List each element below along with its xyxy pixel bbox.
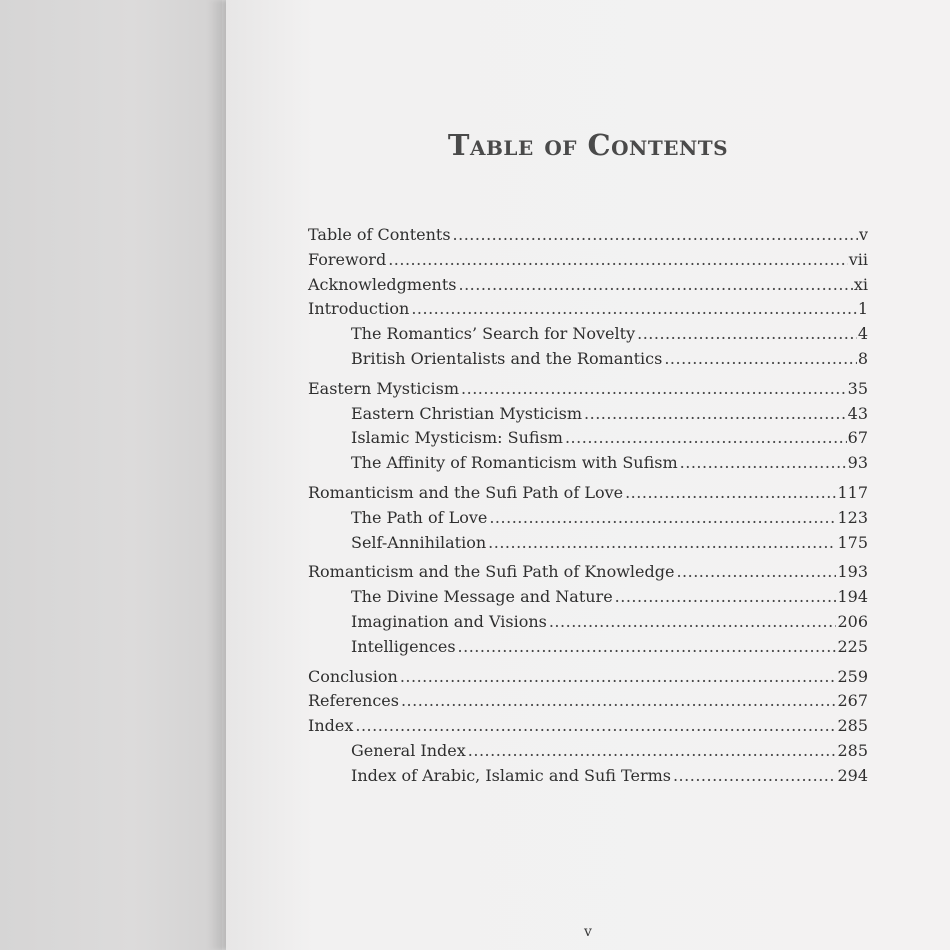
- toc-entry-label: Introduction: [308, 299, 410, 319]
- toc-entry-page: 285: [837, 740, 868, 760]
- toc-subentry: [308, 637, 868, 662]
- toc-subentry: [308, 453, 868, 478]
- toc-entry-page: 193: [837, 562, 868, 582]
- toc-entry-page: 123: [837, 507, 868, 527]
- dot-leader: [388, 250, 848, 269]
- toc-entry-page: 175: [837, 532, 868, 552]
- toc-entry-page: 294: [837, 765, 868, 785]
- toc-entry-label: Romanticism and the Sufi Path of Love: [308, 482, 624, 502]
- toc-entry-label: Self-Annihilation: [351, 532, 487, 552]
- dot-leader: [355, 716, 836, 735]
- toc-entry-label: Romanticism and the Sufi Path of Knowledge: [308, 562, 675, 582]
- toc-subentry: [308, 404, 868, 429]
- dot-leader: [664, 349, 856, 368]
- toc-entry: [308, 691, 868, 716]
- dot-leader: [468, 741, 837, 760]
- dot-leader: [459, 275, 853, 294]
- toc-entry: [308, 225, 868, 250]
- toc-entry-label: The Path of Love: [351, 507, 488, 527]
- toc-subentry: [308, 508, 868, 533]
- toc-subentry: [308, 741, 868, 766]
- toc-entry-label: The Romantics’ Search for Novelty: [351, 324, 636, 344]
- dot-leader: [637, 324, 857, 343]
- toc-entry-label: Acknowledgments: [308, 274, 457, 294]
- right-page: [226, 0, 950, 950]
- page-title: Table of Contents: [447, 128, 729, 162]
- toc-entry-label: Conclusion: [308, 666, 398, 686]
- toc-subentry: [308, 766, 868, 791]
- toc-entry-page: 117: [837, 482, 868, 502]
- toc-entry-label: Index of Arabic, Islamic and Sufi Terms: [351, 765, 671, 785]
- dot-leader: [461, 379, 847, 398]
- toc-entry-label: Foreword: [308, 249, 387, 269]
- toc-entry-page: vii: [848, 249, 868, 269]
- toc-entry-page: 206: [837, 611, 868, 631]
- toc-entry-page: 67: [847, 428, 868, 448]
- toc-entry-page: 4: [857, 324, 868, 344]
- dot-leader: [453, 225, 858, 244]
- toc-entry: [308, 379, 868, 404]
- toc-entry-label: Islamic Mysticism: Sufism: [351, 428, 563, 448]
- dot-leader: [584, 404, 847, 423]
- toc-entry-label: The Divine Message and Nature: [351, 587, 613, 607]
- dot-leader: [458, 637, 837, 656]
- toc-subentry: [308, 349, 868, 374]
- toc-entry-label: Imagination and Visions: [351, 611, 547, 631]
- toc-subentry: [308, 587, 868, 612]
- toc-entry-page: 35: [847, 378, 868, 398]
- left-page: [0, 0, 222, 950]
- toc-entry-label: Intelligences: [351, 636, 456, 656]
- toc-entry: [308, 562, 868, 587]
- dot-leader: [411, 299, 856, 318]
- toc-entry-page: 43: [847, 403, 868, 423]
- toc-entry: [308, 716, 868, 741]
- dot-leader: [673, 766, 836, 785]
- toc-entry-label: General Index: [351, 740, 466, 760]
- toc-subentry: [308, 612, 868, 637]
- toc-entry-label: Eastern Christian Mysticism: [351, 403, 583, 423]
- toc-entry-page: 259: [837, 666, 868, 686]
- toc-entry-label: The Affinity of Romanticism with Sufism: [351, 453, 678, 473]
- dot-leader: [400, 667, 837, 686]
- toc-entry-page: 8: [857, 348, 868, 368]
- dot-leader: [680, 453, 847, 472]
- toc-entry: [308, 483, 868, 508]
- toc-list: [308, 225, 868, 791]
- dot-leader: [401, 691, 836, 710]
- dot-leader: [489, 508, 836, 527]
- dot-leader: [549, 612, 837, 631]
- toc-entry: [308, 299, 868, 324]
- toc-entry: [308, 275, 868, 300]
- toc-entry-label: British Orientalists and the Romantics: [351, 348, 663, 368]
- toc-entry-page: v: [858, 225, 868, 244]
- toc-entry-page: 225: [837, 636, 868, 656]
- dot-leader: [615, 587, 837, 606]
- dot-leader: [565, 428, 847, 447]
- toc-entry: [308, 250, 868, 275]
- toc-entry-page: xi: [853, 274, 868, 294]
- toc-subentry: [308, 324, 868, 349]
- toc-entry: [308, 667, 868, 692]
- toc-entry-label: Table of Contents: [308, 225, 451, 244]
- toc-entry-page: 93: [847, 453, 868, 473]
- dot-leader: [625, 483, 836, 502]
- toc-entry-label: Eastern Mysticism: [308, 378, 460, 398]
- page-number: v: [584, 924, 592, 940]
- toc-subentry: [308, 428, 868, 453]
- toc-entry-label: References: [308, 691, 399, 711]
- dot-leader: [676, 562, 836, 581]
- toc-entry-label: Index: [308, 716, 354, 736]
- toc-entry-page: 1: [857, 299, 868, 319]
- dot-leader: [488, 533, 836, 552]
- toc-entry-page: 267: [837, 691, 868, 711]
- toc-subentry: [308, 533, 868, 558]
- toc-entry-page: 285: [837, 716, 868, 736]
- toc-entry-page: 194: [837, 587, 868, 607]
